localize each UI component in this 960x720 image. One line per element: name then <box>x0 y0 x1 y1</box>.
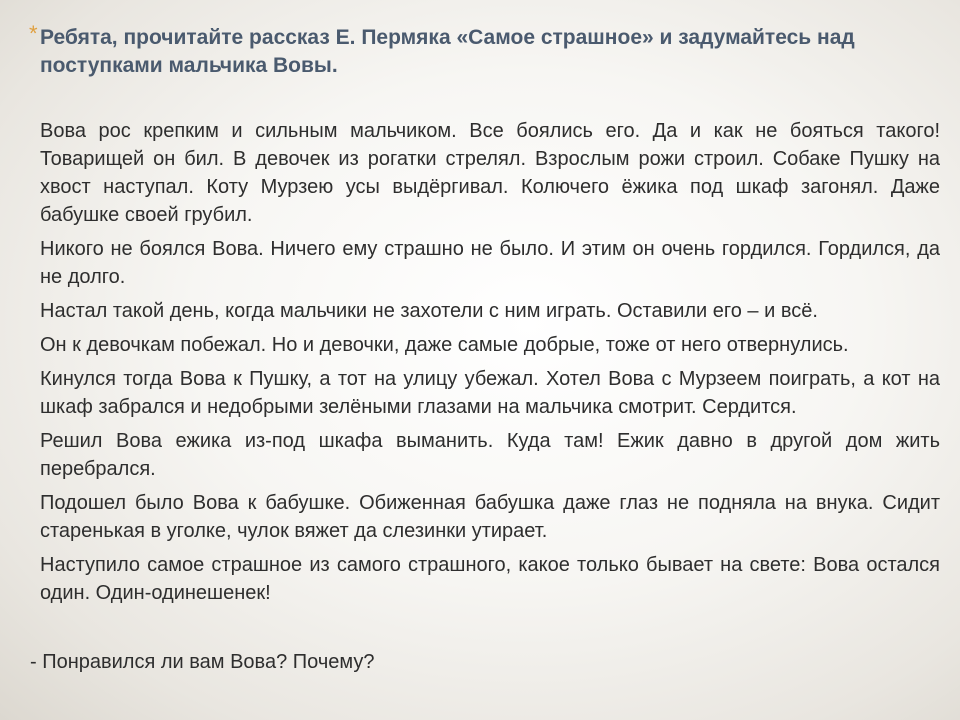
story-paragraph: Настал такой день, когда мальчики не захотели с ним играть. Оставили его – и всё. <box>40 300 818 322</box>
story-text <box>40 117 940 613</box>
title-text: Ребята, прочитайте рассказ Е. Пермяка «Самое страшное» и задумайтесь над поступками мальчика Вовы. <box>40 26 855 77</box>
discussion-question: - Понравился ли вам Вова? Почему? <box>30 651 375 673</box>
story-paragraph: Кинулся тогда Вова к Пушку, а тот на улицу убежал. Хотел Вова с Мурзеем поиграть, а кот на шкаф забрался и недобрыми зелёными глазами на мальчика смотрит. Сердится. <box>40 368 940 418</box>
story-paragraph: Наступило самое страшное из самого страшного, какое только бывает на свете: Вова остался один. Один-одинешенек! <box>40 554 940 604</box>
slide-title <box>29 21 920 80</box>
story-paragraph: Вова рос крепким и сильным мальчиком. Все боялись его. Да и как не бояться такого! Товарищей он бил. В девочек из рогатки стрелял. Взрослым рожи строил. Собаке Пушку на хвост наступал. Коту Мурзею усы выдёргивал. Колючего ёжика под шкаф загонял. Даже бабушке своей грубил. <box>40 120 940 226</box>
story-paragraph: Никого не боялся Вова. Ничего ему страшно не было. И этим он очень гордился. Гордился, да не долго. <box>40 238 940 288</box>
story-paragraph: Решил Вова ежика из-под шкафа выманить. Куда там! Ежик давно в другой дом жить перебрался. <box>40 430 940 480</box>
title-marker-icon: * <box>29 21 38 46</box>
story-paragraph: Подошел было Вова к бабушке. Обиженная бабушка даже глаз не подняла на внука. Сидит старенькая в уголке, чулок вяжет да слезинки утирает. <box>40 492 940 542</box>
story-paragraph: Он к девочкам побежал. Но и девочки, даже самые добрые, тоже от него отвернулись. <box>40 334 849 356</box>
